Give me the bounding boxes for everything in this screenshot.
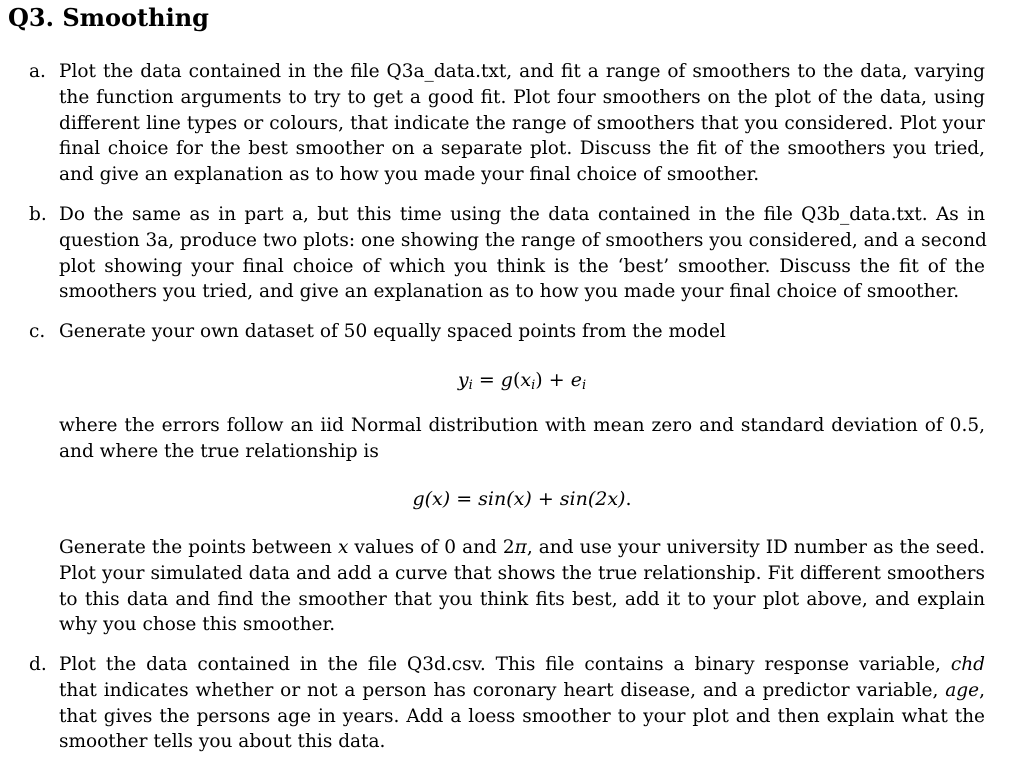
part-d-line: smoother tells you about this data. [59, 731, 386, 753]
part-d-line [59, 652, 985, 678]
part-d-text [59, 652, 985, 755]
part-d-line1: Plot the data contained in the file Q3d.csv. This file contains a binary response variable, [59, 654, 951, 675]
part-c-middle-line: and where the true relationship is [59, 440, 379, 462]
part-b-text [59, 202, 985, 305]
part-a-line: final choice for the best smoother on a separate plot. Discuss the fit of the smoothers you tried, [59, 138, 985, 160]
part-c-body-line: Plot your simulated data and add a curve that shows the true relationship. Fit different smoothers [59, 562, 985, 584]
part-c-intro-line: Generate your own dataset of 50 equally spaced points from the model [59, 321, 726, 342]
eq2-period: . [625, 488, 632, 510]
gen-x: x [337, 537, 349, 558]
chd-variable: chd [950, 654, 985, 675]
part-a-label: a. [29, 61, 46, 82]
part-b-line: smoothers you tried, and give an explanation as to how you made your final choice of smoother. [59, 281, 960, 303]
part-c-middle [59, 413, 985, 465]
age-variable: age [945, 679, 980, 701]
eq-open: ( [512, 369, 521, 391]
eq2-equals: = [450, 488, 479, 510]
part-b-line: plot showing your final choice of which you think is the ‘best’ smoother. Discuss the fit of the [59, 255, 985, 277]
part-a-text [59, 59, 985, 188]
part-d-line2: that indicates whether or not a person has coronary heart disease, and a predictor variable, [59, 679, 946, 701]
part-d-comma: , [979, 679, 985, 701]
eq-y: y [457, 369, 469, 391]
part-d-line: that gives the persons age in years. Add a loess smoother to your plot and then explain what the [59, 705, 985, 727]
eq-close: ) [535, 369, 543, 391]
eq-e-sub: i [581, 378, 587, 393]
eq-x: x [520, 369, 532, 391]
part-a-line: the function arguments to try to get a good fit. Plot four smoothers on the plot of the data, using [59, 86, 985, 108]
part-b-line: Do the same as in part a, but this time using the data contained in the file Q3b_data.txt. As in [59, 204, 985, 225]
part-d-label: d. [29, 654, 47, 675]
eq-g: g [500, 369, 513, 391]
eq-x-sub: i [531, 378, 536, 393]
part-c-body [59, 535, 985, 638]
eq-plus: + [542, 369, 571, 391]
eq-e: e [570, 369, 582, 391]
true-relationship-equation [59, 486, 985, 512]
eq-equals: = [472, 369, 501, 391]
part-c-body-line [59, 535, 985, 561]
part-a-line: and give an explanation as to how you made your final choice of smoother. [59, 164, 760, 186]
gen-pi: π [514, 537, 527, 558]
gen-before-x: Generate the points between [59, 537, 338, 558]
eq2-rhs: sin(x) + sin(2x) [478, 488, 626, 510]
part-c-body-line: to this data and find the smoother that you think fits best, add it to your plot above, and explain [59, 588, 985, 610]
part-c-middle-line: where the errors follow an iid Normal distribution with mean zero and standard deviation of 0.5, [59, 415, 985, 436]
eq-y-sub: i [468, 378, 473, 393]
part-c-body-line: why you chose this smoother. [59, 614, 336, 636]
eq2-lhs: g(x) [412, 488, 451, 510]
part-c-intro [59, 319, 985, 345]
question-title: Q3. Smoothing [8, 3, 209, 32]
model-equation [59, 367, 985, 399]
part-d-line [59, 678, 985, 704]
gen-rest: , and use your university ID number as the seed. [526, 537, 985, 558]
part-a-line: different line types or colours, that indicate the range of smoothers that you considered. Plot your [59, 112, 985, 134]
part-a-line: Plot the data contained in the file Q3a_data.txt, and fit a range of smoothers to the data, varying [59, 61, 985, 82]
part-c-label: c. [29, 321, 46, 342]
part-b-line: question 3a, produce two plots: one showing the range of smoothers you considered, and a second [59, 229, 987, 251]
part-b-label: b. [29, 204, 47, 225]
gen-after-x: values of 0 and 2 [348, 537, 515, 558]
